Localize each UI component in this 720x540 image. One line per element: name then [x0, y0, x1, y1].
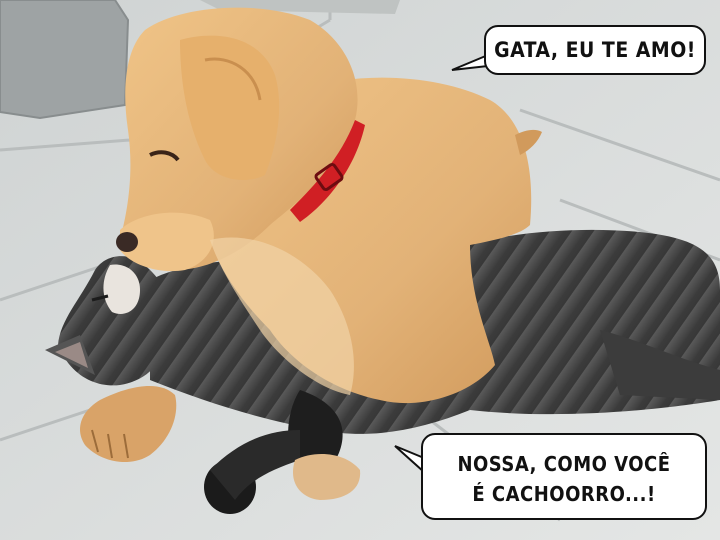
speech-bubble-cat — [421, 433, 707, 520]
bottom-caption-line2: É CACHOORRO...! — [472, 482, 656, 506]
bottom-caption-line1: NOSSA, COMO VOCÊ — [457, 452, 671, 476]
speech-bubble-dog — [484, 25, 706, 75]
top-caption: GATA, EU TE AMO! — [494, 38, 696, 62]
stone-block — [0, 0, 128, 118]
